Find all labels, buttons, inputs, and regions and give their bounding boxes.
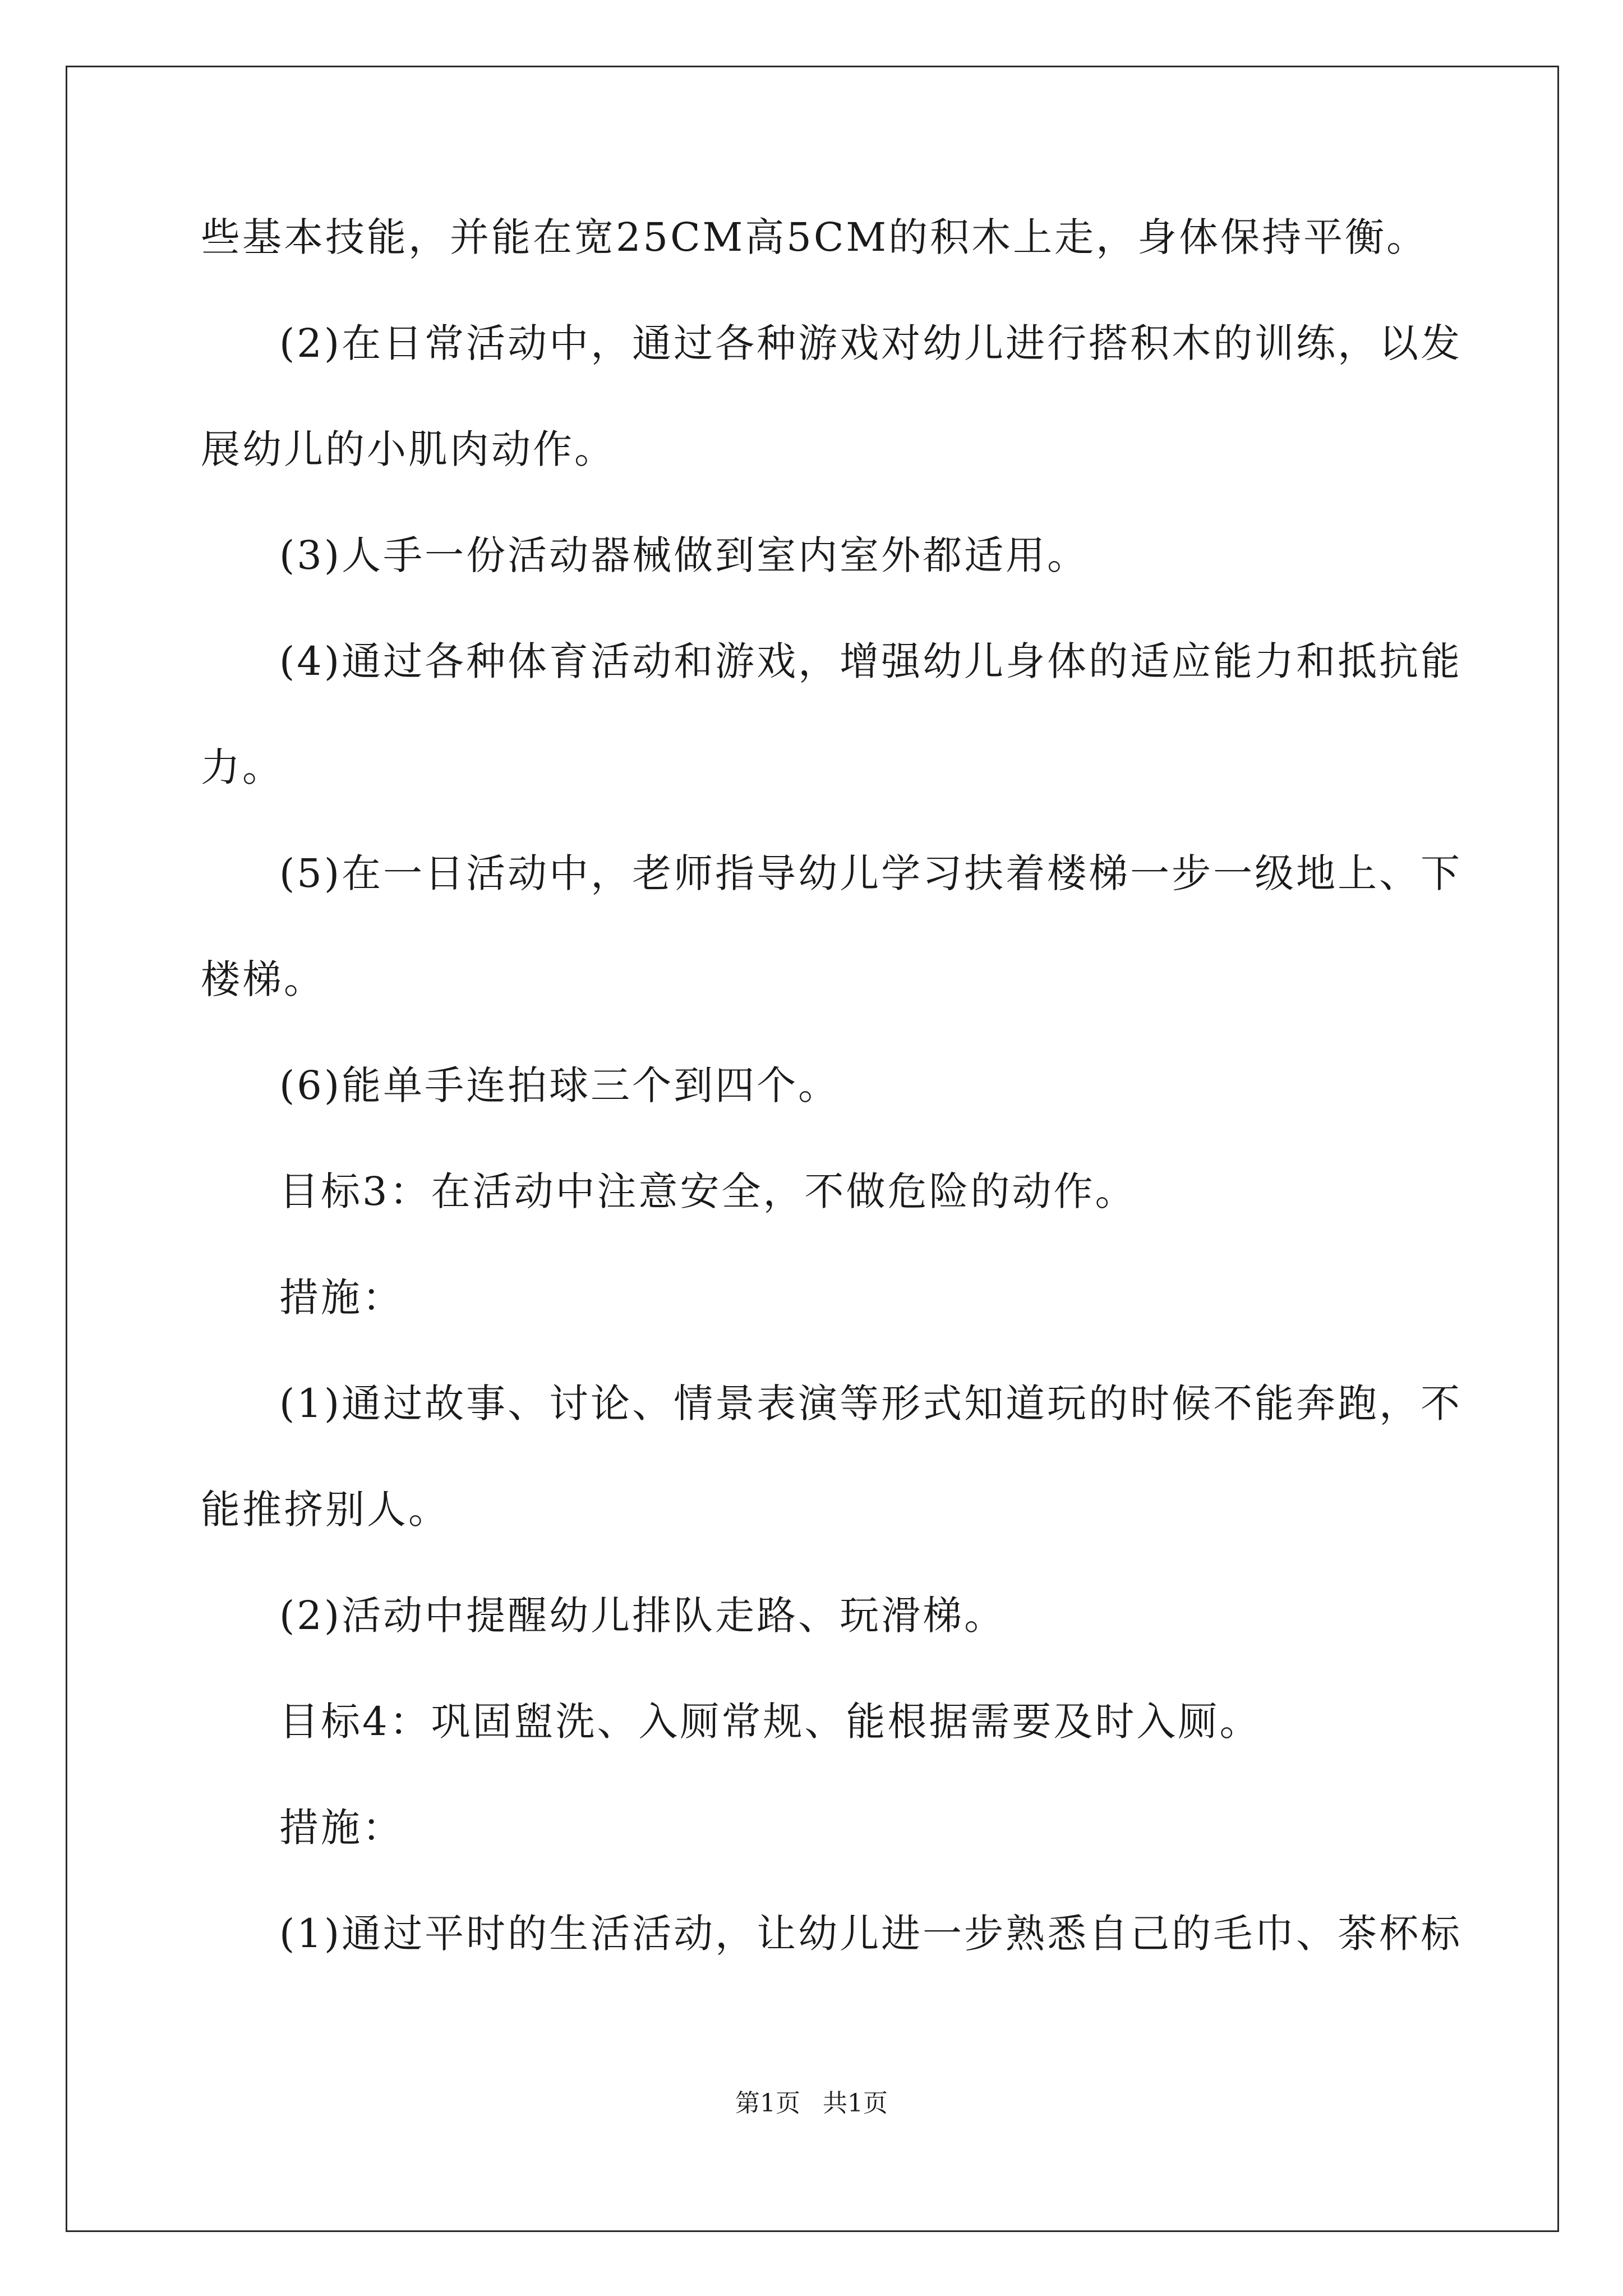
text-line: 展幼儿的小肌肉动作。 bbox=[201, 426, 616, 472]
text-line: 措施： bbox=[279, 1805, 404, 1851]
text-line: 些基本技能，并能在宽25CM高5CM的积木上走，身体保持平衡。 bbox=[201, 214, 1428, 260]
text-line: (6)能单手连拍球三个到四个。 bbox=[279, 1062, 840, 1108]
text-line: 力。 bbox=[201, 744, 284, 790]
text-line: 能推挤别人。 bbox=[201, 1487, 450, 1533]
text-line: (1)通过故事、讨论、情景表演等形式知道玩的时候不能奔跑，不 bbox=[279, 1381, 1463, 1427]
text-line: (2)活动中提醒幼儿排队走路、玩滑梯。 bbox=[279, 1593, 1006, 1639]
text-line: (3)人手一份活动器械做到室内室外都适用。 bbox=[279, 532, 1089, 578]
text-line: 措施： bbox=[279, 1274, 404, 1320]
text-line: 目标4：巩固盥洗、入厕常规、能根据需要及时入厕。 bbox=[279, 1699, 1261, 1745]
text-line: (5)在一日活动中，老师指导幼儿学习扶着楼梯一步一级地上、下 bbox=[279, 850, 1463, 896]
page-number: 第1页 bbox=[735, 2089, 800, 2118]
page-footer bbox=[0, 2087, 1623, 2120]
text-line: 楼梯。 bbox=[201, 956, 325, 1002]
text-line: (4)通过各种体育活动和游戏，增强幼儿身体的适应能力和抵抗能 bbox=[279, 638, 1463, 684]
text-line: (2)在日常活动中，通过各种游戏对幼儿进行搭积木的训练，以发 bbox=[279, 320, 1463, 366]
text-line: 目标3：在活动中注意安全，不做危险的动作。 bbox=[279, 1168, 1137, 1214]
page-total: 共1页 bbox=[823, 2089, 888, 2118]
page-border bbox=[66, 66, 1559, 2232]
text-line: (1)通过平时的生活活动，让幼儿进一步熟悉自己的毛巾、茶杯标 bbox=[279, 1911, 1463, 1957]
